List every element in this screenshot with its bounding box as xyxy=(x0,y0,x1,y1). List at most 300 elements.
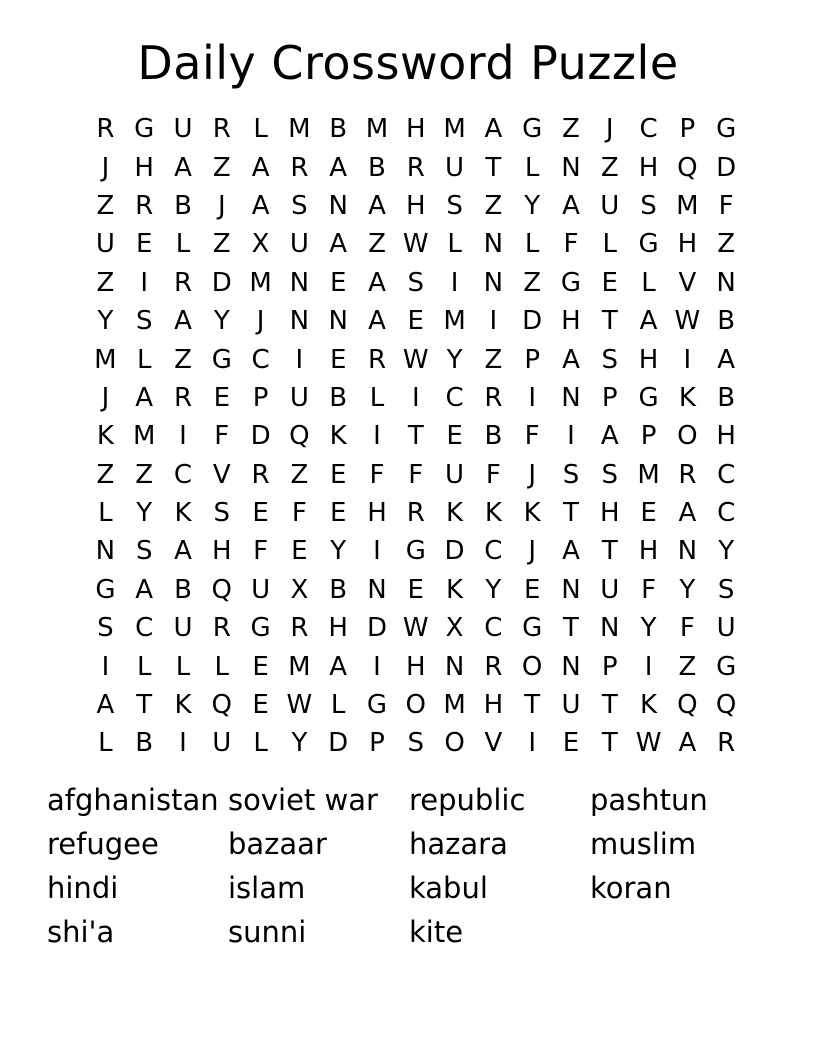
grid-letter: Z xyxy=(562,114,580,145)
grid-letter: G xyxy=(638,382,659,413)
grid-letter: R xyxy=(251,459,270,490)
grid-letter: L xyxy=(253,114,268,145)
grid-letter: H xyxy=(405,651,426,682)
grid-letter: P xyxy=(640,421,657,452)
grid-letter: T xyxy=(563,498,579,529)
grid-letter: U xyxy=(173,114,193,145)
grid-letter: R xyxy=(678,459,697,490)
grid-letter: G xyxy=(134,114,155,145)
grid-letter: H xyxy=(367,498,387,529)
grid-letter: N xyxy=(483,267,504,298)
grid-letter: L xyxy=(136,651,152,682)
grid-letter: X xyxy=(251,229,270,260)
word-list-item: hazara xyxy=(409,827,508,861)
grid-letter: A xyxy=(174,306,192,337)
grid-letter: B xyxy=(717,382,736,413)
grid-letter: F xyxy=(214,421,230,452)
grid-letter: N xyxy=(561,651,581,682)
grid-letter: N xyxy=(289,306,310,337)
grid-letter: Z xyxy=(135,459,154,490)
grid-letter: I xyxy=(373,536,381,567)
grid-letter: M xyxy=(288,114,311,145)
grid-letter: S xyxy=(640,190,657,221)
grid-letter: S xyxy=(407,267,425,298)
grid-letter: R xyxy=(290,613,309,644)
grid-letter: J xyxy=(101,382,110,413)
grid-letter: O xyxy=(405,690,426,721)
grid-letter: A xyxy=(174,536,192,567)
grid-letter: E xyxy=(601,267,618,298)
grid-letter: F xyxy=(679,613,695,644)
grid-letter: M xyxy=(249,267,272,298)
grid-letter: A xyxy=(135,574,154,605)
grid-letter: A xyxy=(329,152,348,183)
grid-letter: S xyxy=(601,459,619,490)
grid-letter: S xyxy=(562,459,580,490)
grid-letter: S xyxy=(601,344,619,375)
grid-letter: P xyxy=(252,382,269,413)
grid-letter: K xyxy=(96,421,114,452)
grid-letter: R xyxy=(135,190,154,221)
grid-letter: R xyxy=(367,344,387,375)
grid-letter: H xyxy=(599,498,620,529)
grid-letter: F xyxy=(563,229,579,260)
grid-letter: B xyxy=(484,421,503,452)
grid-letter: A xyxy=(484,114,503,145)
grid-letter: K xyxy=(446,574,464,605)
grid-letter: V xyxy=(678,267,697,298)
grid-letter: Y xyxy=(640,613,657,644)
grid-letter: A xyxy=(329,229,348,260)
grid-letter: E xyxy=(329,498,347,529)
grid-letter: G xyxy=(560,267,582,298)
grid-letter: L xyxy=(369,382,385,413)
grid-letter: Y xyxy=(213,306,230,337)
grid-letter: Z xyxy=(174,344,192,375)
grid-letter: N xyxy=(561,574,581,605)
grid-letter: R xyxy=(212,613,231,644)
grid-letter: P xyxy=(524,344,540,375)
grid-letter: N xyxy=(289,267,310,298)
grid-letter: C xyxy=(717,459,736,490)
grid-letter: A xyxy=(251,152,270,183)
grid-letter: F xyxy=(524,421,540,452)
grid-letter: Q xyxy=(289,421,310,452)
grid-letter: Z xyxy=(96,459,115,490)
grid-letter: L xyxy=(524,152,540,183)
grid-letter: B xyxy=(329,574,348,605)
grid-letter: O xyxy=(521,651,543,682)
grid-letter: M xyxy=(443,690,466,721)
grid-letter: I xyxy=(567,421,575,452)
grid-letter: N xyxy=(444,651,465,682)
word-list-item: bazaar xyxy=(228,827,327,861)
grid-letter: N xyxy=(328,190,348,221)
grid-letter: A xyxy=(717,344,736,375)
word-list-item: shi'a xyxy=(47,915,115,949)
grid-letter: G xyxy=(522,114,543,145)
grid-letter: Y xyxy=(679,574,696,605)
grid-letter: K xyxy=(174,498,192,529)
grid-letter: N xyxy=(600,613,620,644)
grid-letter: B xyxy=(717,306,736,337)
grid-letter: Y xyxy=(291,728,308,759)
word-list xyxy=(47,778,777,954)
grid-letter: F xyxy=(641,574,657,605)
grid-letter: O xyxy=(677,421,698,452)
grid-letter: C xyxy=(639,114,658,145)
grid-letter: B xyxy=(368,152,386,183)
word-list-item: kabul xyxy=(409,871,488,905)
grid-letter: T xyxy=(407,421,424,452)
grid-letter: M xyxy=(443,306,466,337)
grid-row xyxy=(86,609,746,647)
grid-row xyxy=(86,532,746,570)
word-list-item: islam xyxy=(228,871,306,905)
grid-letter: I xyxy=(411,382,420,413)
grid-letter: W xyxy=(402,613,429,644)
grid-letter: Y xyxy=(136,498,153,529)
grid-letter: U xyxy=(251,574,271,605)
grid-letter: D xyxy=(250,421,271,452)
grid-letter: Z xyxy=(484,344,503,375)
word-list-item: sunni xyxy=(228,915,307,949)
grid-letter: F xyxy=(291,498,307,529)
grid-letter: C xyxy=(135,613,154,644)
grid-row xyxy=(86,417,746,455)
grid-letter: G xyxy=(366,690,388,721)
grid-letter: E xyxy=(523,574,541,605)
grid-letter: Q xyxy=(211,574,233,605)
grid-letter: X xyxy=(445,613,464,644)
grid-letter: J xyxy=(101,152,110,183)
grid-letter: L xyxy=(136,344,152,375)
grid-letter: D xyxy=(328,728,349,759)
grid-letter: S xyxy=(213,498,231,529)
grid-letter: G xyxy=(638,229,659,260)
page-title: Daily Crossword Puzzle xyxy=(137,36,679,90)
grid-row xyxy=(86,379,746,417)
grid-letter: E xyxy=(252,690,269,721)
grid-letter: Y xyxy=(330,536,347,567)
grid-letter: P xyxy=(601,382,618,413)
grid-letter: M xyxy=(676,190,699,221)
grid-letter: Z xyxy=(212,152,231,183)
grid-letter: A xyxy=(96,690,115,721)
grid-letter: H xyxy=(638,536,659,567)
grid-letter: A xyxy=(562,344,580,375)
grid-letter: F xyxy=(408,459,424,490)
grid-letter: Q xyxy=(715,690,737,721)
word-list-item: refugee xyxy=(47,827,159,861)
grid-letter: U xyxy=(600,190,620,221)
grid-letter: I xyxy=(528,728,536,759)
grid-letter: H xyxy=(483,690,504,721)
grid-letter: L xyxy=(175,651,191,682)
grid-letter: L xyxy=(447,229,462,260)
grid-letter: G xyxy=(716,114,737,145)
word-list-item: muslim xyxy=(590,827,697,861)
grid-letter: P xyxy=(679,114,696,145)
grid-letter: U xyxy=(445,459,465,490)
grid-letter: Z xyxy=(96,190,115,221)
grid-letter: H xyxy=(212,536,232,567)
grid-letter: N xyxy=(483,229,504,260)
grid-row xyxy=(86,302,746,340)
grid-letter: C xyxy=(717,498,736,529)
grid-letter: I xyxy=(683,344,692,375)
grid-letter: I xyxy=(295,344,304,375)
grid-letter: P xyxy=(601,651,618,682)
grid-letter: I xyxy=(373,421,381,452)
word-list-item: pashtun xyxy=(590,783,708,817)
grid-letter: A xyxy=(174,152,192,183)
grid-row xyxy=(86,686,746,724)
grid-letter: E xyxy=(329,344,347,375)
grid-letter: Q xyxy=(677,690,698,721)
grid-letter: Z xyxy=(290,459,309,490)
grid-letter: T xyxy=(601,306,618,337)
grid-letter: I xyxy=(644,651,653,682)
grid-letter: U xyxy=(445,152,465,183)
grid-letter: N xyxy=(561,152,581,183)
grid-letter: B xyxy=(329,382,348,413)
grid-letter: U xyxy=(173,613,193,644)
grid-letter: U xyxy=(716,613,736,644)
grid-letter: N xyxy=(95,536,116,567)
grid-letter: N xyxy=(367,574,387,605)
word-list-item: soviet war xyxy=(228,783,378,817)
grid-row xyxy=(86,187,746,225)
grid-letter: A xyxy=(639,306,658,337)
grid-letter: Z xyxy=(717,229,736,260)
grid-letter: C xyxy=(251,344,270,375)
grid-letter: H xyxy=(716,421,736,452)
grid-letter: A xyxy=(600,421,619,452)
grid-letter: O xyxy=(444,728,465,759)
grid-letter: A xyxy=(251,190,270,221)
grid-letter: Z xyxy=(484,190,503,221)
grid-letter: R xyxy=(212,114,231,145)
grid-letter: A xyxy=(329,651,348,682)
grid-letter: L xyxy=(253,728,268,759)
grid-letter: E xyxy=(329,459,347,490)
grid-letter: Z xyxy=(678,651,697,682)
grid-letter: G xyxy=(211,344,232,375)
grid-letter: C xyxy=(173,459,193,490)
grid-letter: A xyxy=(678,498,697,529)
grid-row xyxy=(86,340,746,378)
grid-letter: M xyxy=(288,651,311,682)
grid-letter: S xyxy=(407,728,425,759)
grid-letter: E xyxy=(135,229,153,260)
grid-letter: A xyxy=(368,190,386,221)
grid-letter: R xyxy=(406,152,425,183)
grid-letter: K xyxy=(484,498,502,529)
grid-letter: N xyxy=(328,306,348,337)
grid-letter: Q xyxy=(211,690,233,721)
word-list-item: hindi xyxy=(47,871,119,905)
grid-letter: D xyxy=(522,306,543,337)
grid-letter: E xyxy=(252,498,269,529)
grid-letter: H xyxy=(405,190,426,221)
grid-letter: C xyxy=(484,613,503,644)
grid-letter: Z xyxy=(212,229,231,260)
grid-letter: S xyxy=(135,536,153,567)
grid-row xyxy=(86,225,746,263)
word-list-item: afghanistan xyxy=(47,783,219,817)
grid-letter: J xyxy=(528,459,536,490)
grid-letter: D xyxy=(366,613,387,644)
grid-letter: F xyxy=(718,190,734,221)
grid-letter: A xyxy=(562,190,580,221)
grid-letter: E xyxy=(562,728,580,759)
grid-letter: W xyxy=(402,344,429,375)
grid-letter: H xyxy=(405,114,426,145)
grid-letter: E xyxy=(640,498,657,529)
grid-letter: R xyxy=(406,498,425,529)
grid-letter: I xyxy=(373,651,381,682)
grid-letter: L xyxy=(98,498,113,529)
grid-letter: E xyxy=(407,306,424,337)
grid-letter: S xyxy=(291,190,308,221)
grid-letter: K xyxy=(174,690,192,721)
grid-letter: G xyxy=(716,651,737,682)
grid-letter: R xyxy=(173,267,193,298)
grid-letter: W xyxy=(674,306,701,337)
grid-letter: I xyxy=(179,728,187,759)
grid-letter: T xyxy=(485,152,502,183)
grid-letter: U xyxy=(600,574,620,605)
grid-letter: R xyxy=(484,651,503,682)
grid-letter: A xyxy=(562,536,580,567)
grid-letter: U xyxy=(212,728,232,759)
grid-letter: Z xyxy=(368,229,386,260)
grid-letter: W xyxy=(402,229,429,260)
grid-letter: L xyxy=(175,229,191,260)
grid-letter: H xyxy=(677,229,698,260)
grid-letter: K xyxy=(446,498,464,529)
grid-letter: A xyxy=(678,728,697,759)
grid-letter: Y xyxy=(97,306,114,337)
grid-letter: V xyxy=(484,728,503,759)
grid-letter: Y xyxy=(446,344,463,375)
grid-letter: X xyxy=(290,574,309,605)
grid-row xyxy=(86,647,746,685)
grid-letter: W xyxy=(286,690,313,721)
grid-letter: T xyxy=(601,728,618,759)
grid-letter: E xyxy=(213,382,230,413)
grid-letter: F xyxy=(485,459,501,490)
grid-letter: H xyxy=(328,613,348,644)
grid-letter: T xyxy=(601,536,618,567)
grid-row xyxy=(86,110,746,148)
grid-letter: I xyxy=(528,382,536,413)
grid-letter: L xyxy=(214,651,230,682)
grid-letter: S xyxy=(717,574,735,605)
grid-letter: Z xyxy=(523,267,542,298)
grid-letter: J xyxy=(217,190,226,221)
grid-letter: I xyxy=(140,267,149,298)
grid-letter: T xyxy=(563,613,579,644)
grid-row xyxy=(86,456,746,494)
grid-letter: H xyxy=(638,152,659,183)
grid-letter: G xyxy=(405,536,426,567)
grid-letter: E xyxy=(329,267,347,298)
grid-letter: L xyxy=(602,229,617,260)
grid-letter: I xyxy=(489,306,498,337)
grid-letter: E xyxy=(446,421,463,452)
grid-letter: R xyxy=(96,114,115,145)
grid-letter: A xyxy=(368,306,386,337)
grid-letter: U xyxy=(95,229,115,260)
grid-letter: C xyxy=(484,536,503,567)
grid-letter: P xyxy=(369,728,385,759)
grid-letter: J xyxy=(605,114,614,145)
grid-letter: K xyxy=(678,382,696,413)
grid-letter: B xyxy=(174,574,192,605)
grid-letter: Y xyxy=(524,190,541,221)
grid-letter: J xyxy=(256,306,265,337)
grid-letter: N xyxy=(561,382,581,413)
grid-row xyxy=(86,571,746,609)
grid-letter: F xyxy=(253,536,269,567)
grid-row xyxy=(86,264,746,302)
grid-letter: I xyxy=(450,267,459,298)
grid-letter: W xyxy=(635,728,662,759)
grid-letter: S xyxy=(135,306,153,337)
grid-letter: S xyxy=(97,613,114,644)
grid-letter: L xyxy=(641,267,656,298)
grid-letter: L xyxy=(98,728,113,759)
grid-letter: R xyxy=(173,382,193,413)
grid-letter: T xyxy=(136,690,153,721)
grid-letter: G xyxy=(522,613,543,644)
grid-letter: R xyxy=(290,152,309,183)
grid-letter: K xyxy=(329,421,347,452)
grid-letter: S xyxy=(446,190,463,221)
grid-letter: R xyxy=(484,382,503,413)
grid-letter: N xyxy=(716,267,736,298)
word-list-item: kite xyxy=(409,915,464,949)
grid-letter: U xyxy=(561,690,581,721)
grid-letter: R xyxy=(717,728,736,759)
letter-grid xyxy=(86,110,746,763)
grid-letter: N xyxy=(677,536,698,567)
grid-letter: Z xyxy=(600,152,619,183)
word-list-item: republic xyxy=(409,783,526,817)
grid-letter: V xyxy=(212,459,231,490)
grid-letter: T xyxy=(524,690,541,721)
grid-letter: B xyxy=(174,190,192,221)
grid-letter: Q xyxy=(677,152,698,183)
grid-letter: U xyxy=(289,229,309,260)
grid-letter: G xyxy=(250,613,271,644)
grid-letter: H xyxy=(134,152,154,183)
grid-letter: E xyxy=(291,536,308,567)
grid-letter: G xyxy=(95,574,116,605)
grid-letter: C xyxy=(445,382,464,413)
grid-letter: M xyxy=(132,421,156,452)
grid-row xyxy=(86,148,746,186)
grid-letter: Y xyxy=(718,536,735,567)
grid-letter: K xyxy=(640,690,658,721)
grid-letter: Z xyxy=(96,267,115,298)
grid-letter: H xyxy=(638,344,659,375)
grid-row xyxy=(86,724,746,762)
grid-letter: A xyxy=(135,382,154,413)
grid-letter: K xyxy=(523,498,541,529)
